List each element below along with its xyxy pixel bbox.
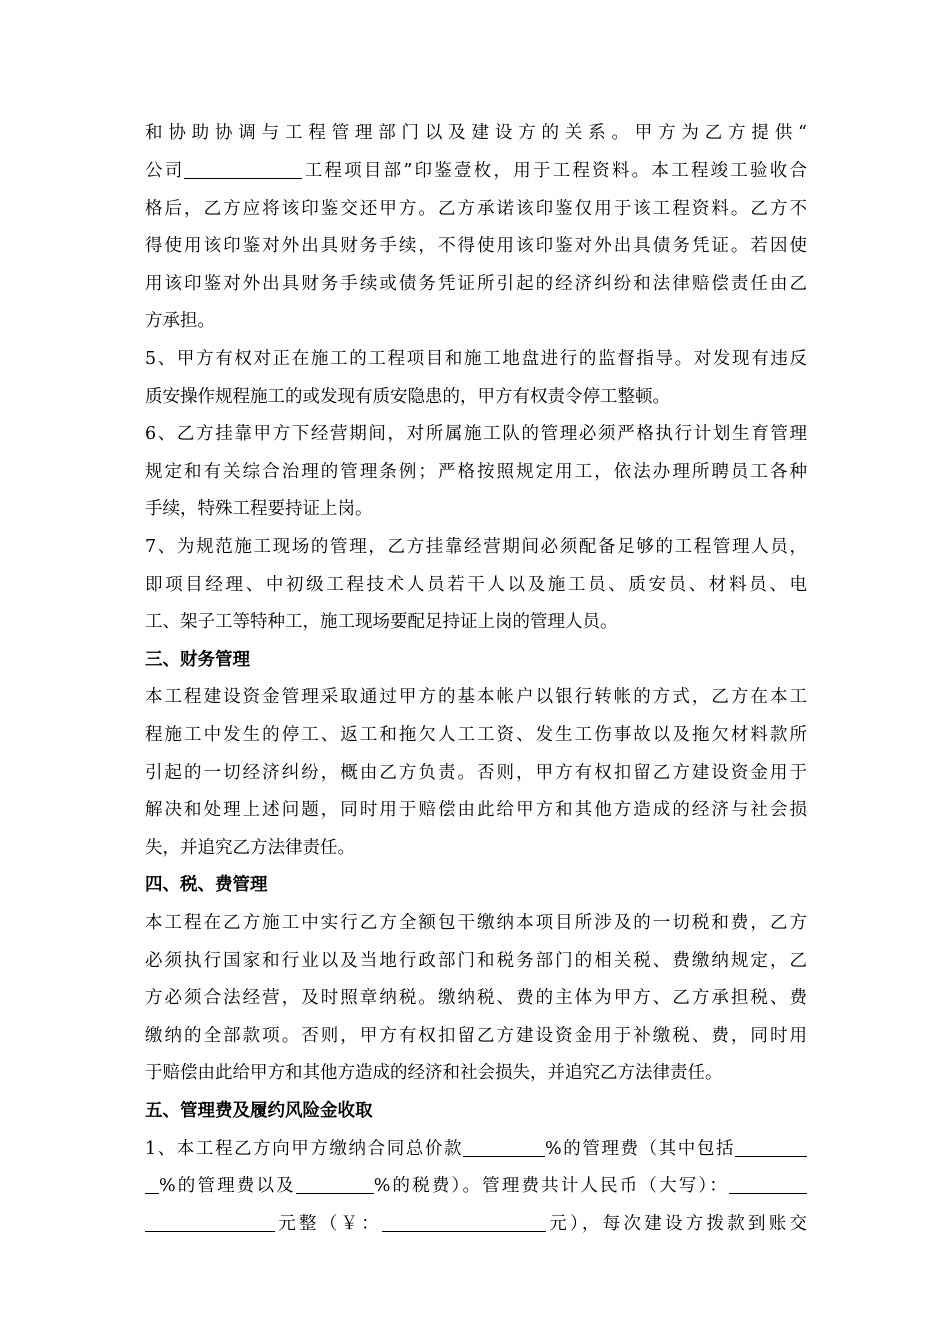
text-line: 公司 工程项目部”印鉴壹枚，用于工程资料。本工程竣工验收合	[145, 161, 807, 181]
text-line: 规定和有关综合治理的管理条例；严格按照规定用工，依法办理所聘员工各种	[145, 462, 807, 482]
text-line: 1、本工程乙方向甲方缴纳合同总价款 %的管理费（其中包括	[145, 1137, 807, 1161]
blank-field	[296, 1175, 374, 1194]
text-line: 6、乙方挂靠甲方下经营期间，对所属施工队的管理必须严格执行计划生育管理	[145, 424, 807, 444]
text-line: 5、甲方有权对正在施工的工程项目和施工地盘进行的监督指导。对发现有违反	[145, 349, 807, 369]
text-line: 方承担。	[145, 311, 215, 331]
text-line: 引起的一切经济纠纷，概由乙方负责。否则，甲方有权扣留乙方建设资金用于	[145, 763, 807, 783]
text-line: 本工程建设资金管理采取通过甲方的基本帐户以银行转帐的方式，乙方在本工	[145, 687, 807, 707]
blank-field	[184, 160, 302, 179]
blank-field	[382, 1213, 546, 1232]
text-line: 方必须合法经营，及时照章纳税。缴纳税、费的主体为甲方、乙方承担税、费	[145, 988, 807, 1008]
text-line: 缴纳的全部款项。否则，甲方有权扣留乙方建设资金用于补缴税、费，同时用	[145, 1026, 807, 1046]
blank-field	[735, 1138, 807, 1157]
blank-field	[145, 1175, 159, 1194]
text-line: 必须执行国家和行业以及当地行政部门和税务部门的相关税、费缴纳规定，乙	[145, 951, 807, 971]
text-line: 用该印鉴对外出具财务手续或债务凭证所引起的经济纠纷和法律赔偿责任由乙	[145, 274, 807, 294]
blank-field	[145, 1213, 275, 1232]
text-line: 和协助协调与工程管理部门以及建设方的关系。甲方为乙方提供“	[145, 123, 807, 143]
section-heading: 四、税、费管理	[145, 875, 268, 895]
text-line: 即项目经理、中初级工程技术人员若干人以及施工员、质安员、材料员、电	[145, 575, 807, 595]
text-line: 解决和处理上述问题，同时用于赔偿由此给甲方和其他方造成的经济与社会损	[145, 800, 807, 820]
section-heading: 三、财务管理	[145, 650, 250, 670]
text-line: 手续，特殊工程要持证上岗。	[145, 499, 373, 519]
text-line: 得使用该印鉴对外出具财务手续，不得使用该印鉴对外出具债务凭证。若因使	[145, 236, 807, 256]
text-line: %的管理费以及 %的税费）。管理费共计人民币（大写）：	[145, 1174, 807, 1198]
text-line: 本工程在乙方施工中实行乙方全额包干缴纳本项目所涉及的一切税和费，乙方	[145, 913, 807, 933]
text-line: 失，并追究乙方法律责任。	[145, 838, 355, 858]
section-heading: 五、管理费及履约风险金收取	[145, 1101, 373, 1121]
text-line: 质安操作规程施工的或发现有质安隐患的，甲方有权责令停工整顿。	[145, 387, 670, 407]
text-line: 于赔偿由此给甲方和其他方造成的经济和社会损失，并追究乙方法律责任。	[145, 1063, 723, 1083]
text-line: 元整（￥： 元），每次建设方拨款到账交	[145, 1212, 807, 1236]
text-line: 格后，乙方应将该印鉴交还甲方。乙方承诺该印鉴仅用于该工程资料。乙方不	[145, 199, 807, 219]
text-line: 程施工中发生的停工、返工和拖欠人工工资、发生工伤事故以及拖欠材料款所	[145, 725, 807, 745]
text-line: 7、为规范施工现场的管理，乙方挂靠经营期间必须配备足够的工程管理人员，	[145, 537, 807, 557]
blank-field	[729, 1175, 807, 1194]
blank-field	[463, 1138, 545, 1157]
text-line: 工、架子工等特种工，施工现场要配足持证上岗的管理人员。	[145, 612, 618, 632]
